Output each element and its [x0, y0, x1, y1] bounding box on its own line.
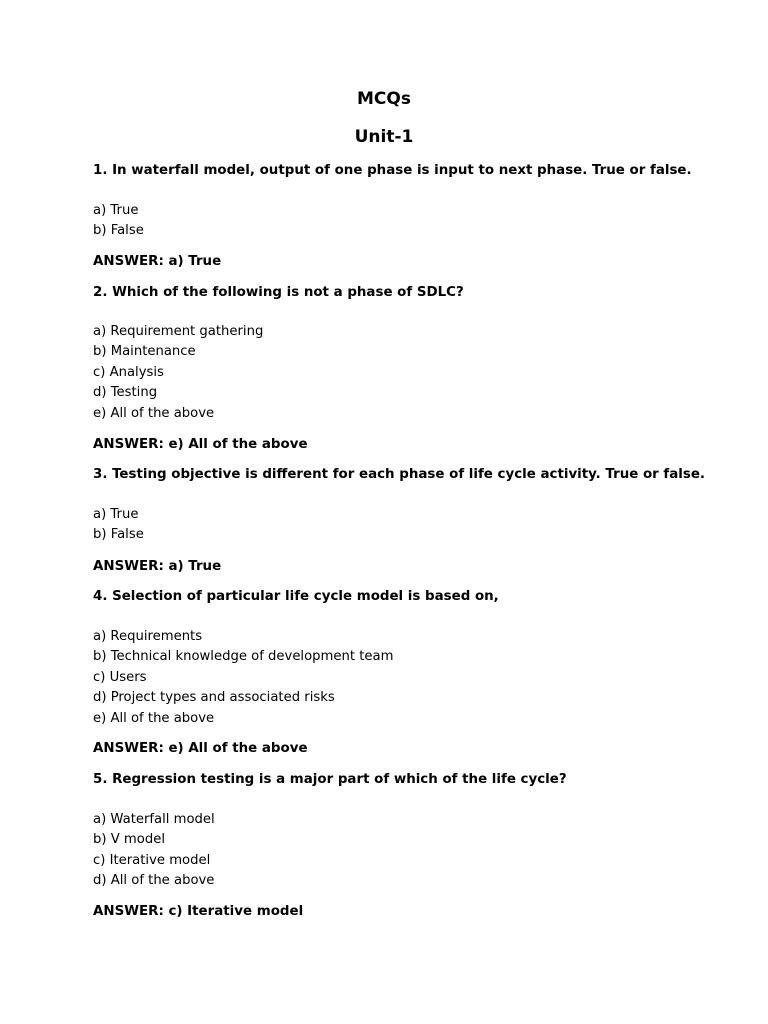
question-2-options: [93, 322, 263, 424]
option: a) True: [93, 507, 139, 522]
option: a) Waterfall model: [93, 812, 215, 827]
option: b) False: [93, 527, 144, 543]
option: b) False: [93, 223, 144, 239]
document-title: MCQs: [357, 89, 411, 109]
answer-3: ANSWER: a) True: [93, 559, 222, 574]
option: d) Testing: [93, 385, 158, 401]
option: a) Requirement gathering: [93, 324, 264, 339]
question-4-options: [93, 627, 393, 729]
answer-2: ANSWER: e) All of the above: [93, 437, 308, 452]
option: a) True: [93, 203, 139, 218]
question-1: 1. In waterfall model, output of one phase is input to next phase. True or false.: [93, 163, 692, 178]
option: e) All of the above: [93, 710, 215, 726]
option: b) V model: [93, 832, 165, 848]
document-subtitle: Unit-1: [354, 127, 414, 147]
option: b) Technical knowledge of development team: [93, 649, 394, 665]
question-3: 3. Testing objective is different for each phase of life cycle activity. True or false.: [93, 467, 706, 482]
question-3-options: [93, 505, 144, 546]
question-2: 2. Which of the following is not a phase of SDLC?: [93, 285, 464, 300]
question-1-options: [93, 201, 144, 242]
option: d) All of the above: [93, 873, 215, 889]
question-5: 5. Regression testing is a major part of which of the life cycle?: [93, 772, 567, 787]
answer-5: ANSWER: c) Iterative model: [93, 904, 304, 919]
option: c) Analysis: [93, 364, 164, 380]
option: c) Iterative model: [93, 852, 211, 868]
question-4: 4. Selection of particular life cycle model is based on,: [93, 589, 499, 604]
option: b) Maintenance: [93, 344, 196, 360]
question-5-options: [93, 810, 215, 892]
option: a) Requirements: [93, 629, 203, 644]
option: c) Users: [93, 669, 147, 685]
option: e) All of the above: [93, 405, 215, 421]
answer-1: ANSWER: a) True: [93, 254, 222, 269]
option: d) Project types and associated risks: [93, 690, 335, 706]
answer-4: ANSWER: e) All of the above: [93, 741, 308, 756]
